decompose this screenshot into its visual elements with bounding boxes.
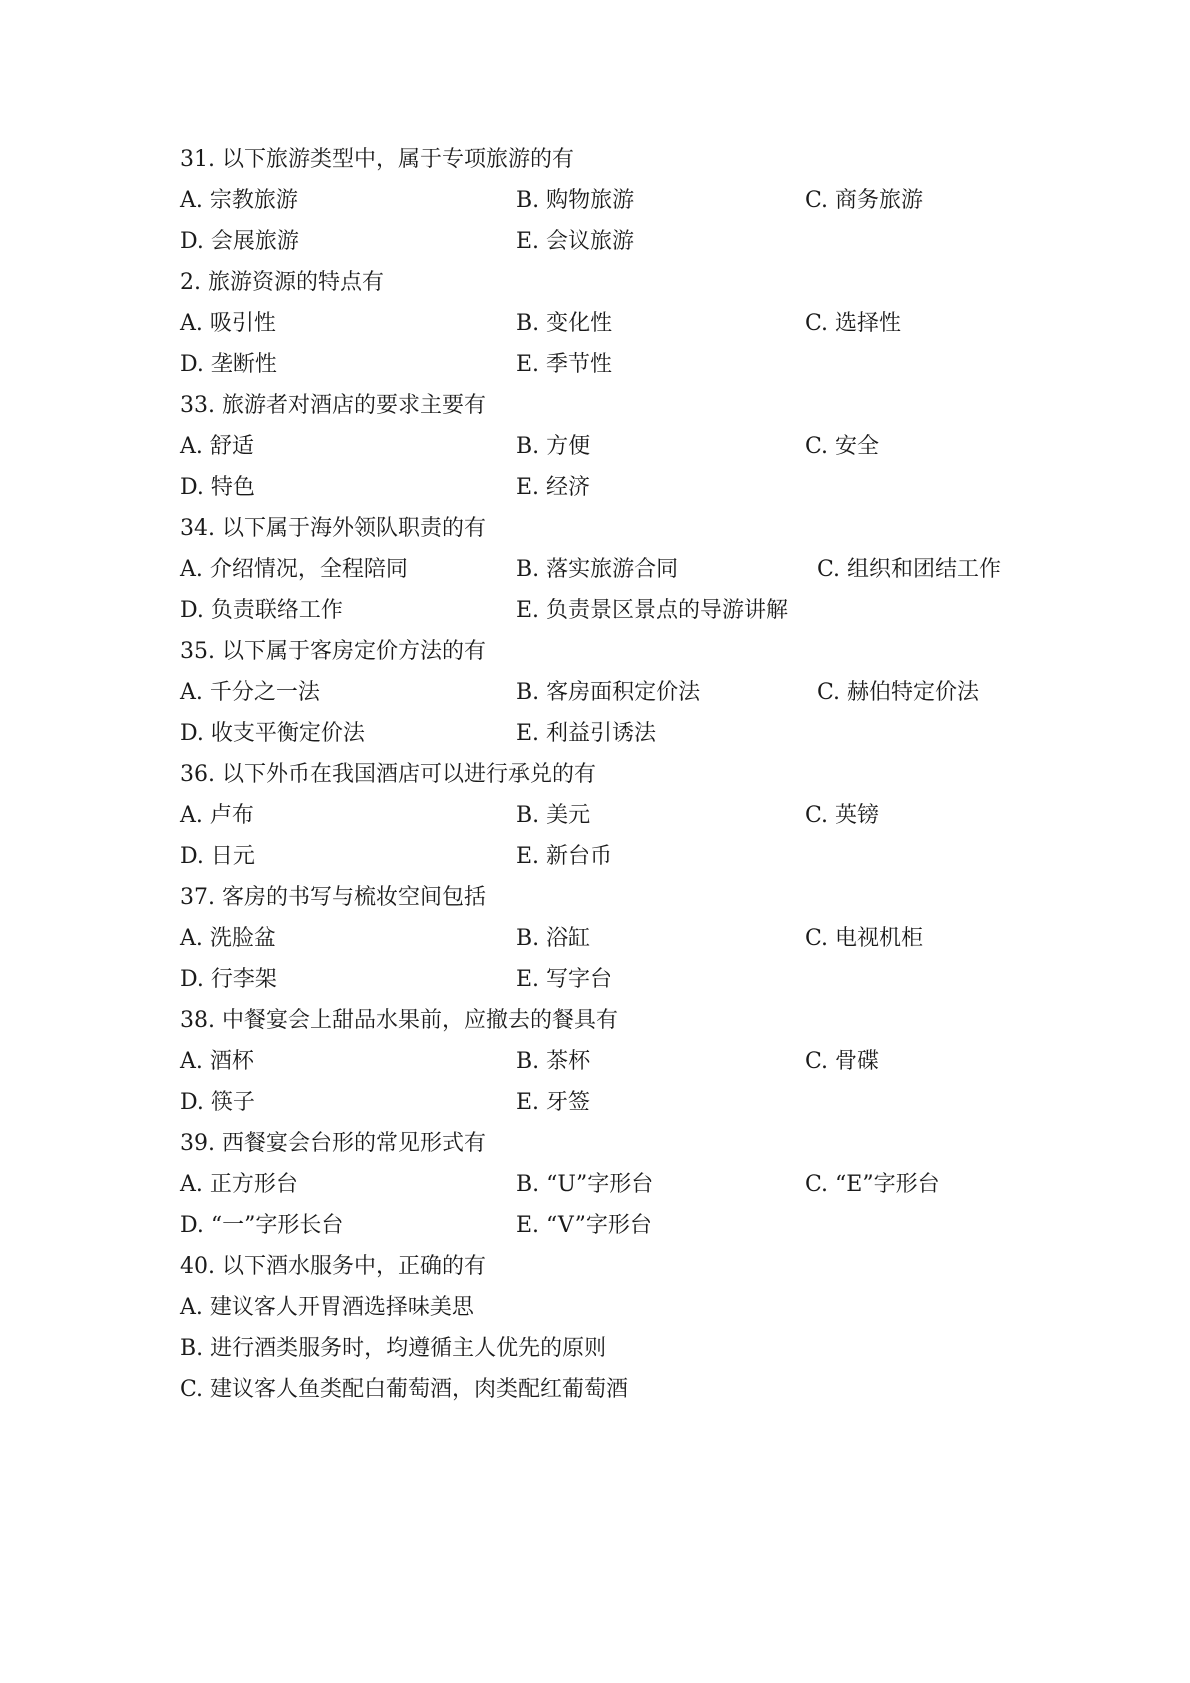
option-a: A. 建议客人开胃酒选择味美思 xyxy=(180,1295,474,1320)
option-b: B. 美元 xyxy=(516,803,591,828)
options-row xyxy=(0,1375,1190,1405)
question-stem xyxy=(0,514,1190,544)
question-35-stem: 35. 以下属于客房定价方法的有 xyxy=(180,639,486,664)
option-a: A. 卢布 xyxy=(180,803,254,828)
option-c: C. 组织和团结工作 xyxy=(817,557,1002,582)
option-b: B. “U”字形台 xyxy=(516,1172,654,1197)
option-b: B. 变化性 xyxy=(516,311,613,336)
options-row xyxy=(0,555,1190,585)
option-b: B. 方便 xyxy=(516,434,591,459)
option-e: E. 牙签 xyxy=(516,1090,591,1115)
options-row xyxy=(0,227,1190,257)
option-d: D. 收支平衡定价法 xyxy=(180,721,365,746)
options-row xyxy=(0,1211,1190,1241)
option-e: E. 写字台 xyxy=(516,967,613,992)
options-row xyxy=(0,924,1190,954)
question-stem xyxy=(0,268,1190,298)
question-stem xyxy=(0,1006,1190,1036)
option-b: B. 浴缸 xyxy=(516,926,591,951)
question-stem xyxy=(0,1129,1190,1159)
option-b: B. 茶杯 xyxy=(516,1049,591,1074)
options-row xyxy=(0,678,1190,708)
option-c: C. 建议客人鱼类配白葡萄酒，肉类配红葡萄酒 xyxy=(180,1377,629,1402)
question-32-stem: 2. 旅游资源的特点有 xyxy=(180,270,384,295)
option-d: D. 日元 xyxy=(180,844,255,869)
options-row xyxy=(0,350,1190,380)
question-stem xyxy=(0,391,1190,421)
option-a: A. 宗教旅游 xyxy=(180,188,298,213)
option-d: D. 会展旅游 xyxy=(180,229,299,254)
option-c: C. 选择性 xyxy=(805,311,902,336)
options-row xyxy=(0,842,1190,872)
options-row xyxy=(0,432,1190,462)
question-stem xyxy=(0,145,1190,175)
option-e: E. 利益引诱法 xyxy=(516,721,657,746)
options-row xyxy=(0,719,1190,749)
option-c: C. “E”字形台 xyxy=(805,1172,940,1197)
option-a: A. 吸引性 xyxy=(180,311,276,336)
option-a: A. 正方形台 xyxy=(180,1172,298,1197)
option-a: A. 千分之一法 xyxy=(180,680,320,705)
option-c: C. 赫伯特定价法 xyxy=(817,680,980,705)
question-stem xyxy=(0,1252,1190,1282)
question-31-stem: 31. 以下旅游类型中，属于专项旅游的有 xyxy=(180,147,574,172)
question-stem xyxy=(0,760,1190,790)
option-b: B. 进行酒类服务时，均遵循主人优先的原则 xyxy=(180,1336,607,1361)
options-row xyxy=(0,965,1190,995)
option-c: C. 商务旅游 xyxy=(805,188,924,213)
options-row xyxy=(0,1047,1190,1077)
options-row xyxy=(0,309,1190,339)
options-row xyxy=(0,1088,1190,1118)
option-e: E. “V”字形台 xyxy=(516,1213,652,1238)
option-c: C. 英镑 xyxy=(805,803,880,828)
option-c: C. 电视机柜 xyxy=(805,926,924,951)
option-b: B. 购物旅游 xyxy=(516,188,635,213)
options-row xyxy=(0,1334,1190,1364)
question-stem xyxy=(0,637,1190,667)
options-row xyxy=(0,1293,1190,1323)
option-a: A. 酒杯 xyxy=(180,1049,254,1074)
option-d: D. 筷子 xyxy=(180,1090,255,1115)
question-40-stem: 40. 以下酒水服务中，正确的有 xyxy=(180,1254,486,1279)
option-e: E. 新台币 xyxy=(516,844,613,869)
option-d: D. 行李架 xyxy=(180,967,277,992)
question-37-stem: 37. 客房的书写与梳妆空间包括 xyxy=(180,885,486,910)
options-row xyxy=(0,473,1190,503)
option-d: D. “一”字形长台 xyxy=(180,1213,344,1238)
question-39-stem: 39. 西餐宴会台形的常见形式有 xyxy=(180,1131,486,1156)
question-38-stem: 38. 中餐宴会上甜品水果前，应撤去的餐具有 xyxy=(180,1008,618,1033)
option-e: E. 经济 xyxy=(516,475,591,500)
option-d: D. 特色 xyxy=(180,475,255,500)
option-b: B. 客房面积定价法 xyxy=(516,680,701,705)
option-e: E. 季节性 xyxy=(516,352,613,377)
option-e: E. 会议旅游 xyxy=(516,229,635,254)
question-36-stem: 36. 以下外币在我国酒店可以进行承兑的有 xyxy=(180,762,596,787)
option-a: A. 介绍情况，全程陪同 xyxy=(180,557,408,582)
options-row xyxy=(0,801,1190,831)
options-row xyxy=(0,596,1190,626)
question-stem xyxy=(0,883,1190,913)
question-34-stem: 34. 以下属于海外领队职责的有 xyxy=(180,516,486,541)
option-c: C. 安全 xyxy=(805,434,880,459)
option-c: C. 骨碟 xyxy=(805,1049,880,1074)
option-a: A. 洗脸盆 xyxy=(180,926,276,951)
option-a: A. 舒适 xyxy=(180,434,254,459)
question-33-stem: 33. 旅游者对酒店的要求主要有 xyxy=(180,393,486,418)
options-row xyxy=(0,186,1190,216)
option-d: D. 垄断性 xyxy=(180,352,277,377)
option-e: E. 负责景区景点的导游讲解 xyxy=(516,598,789,623)
option-d: D. 负责联络工作 xyxy=(180,598,343,623)
option-b: B. 落实旅游合同 xyxy=(516,557,679,582)
options-row xyxy=(0,1170,1190,1200)
